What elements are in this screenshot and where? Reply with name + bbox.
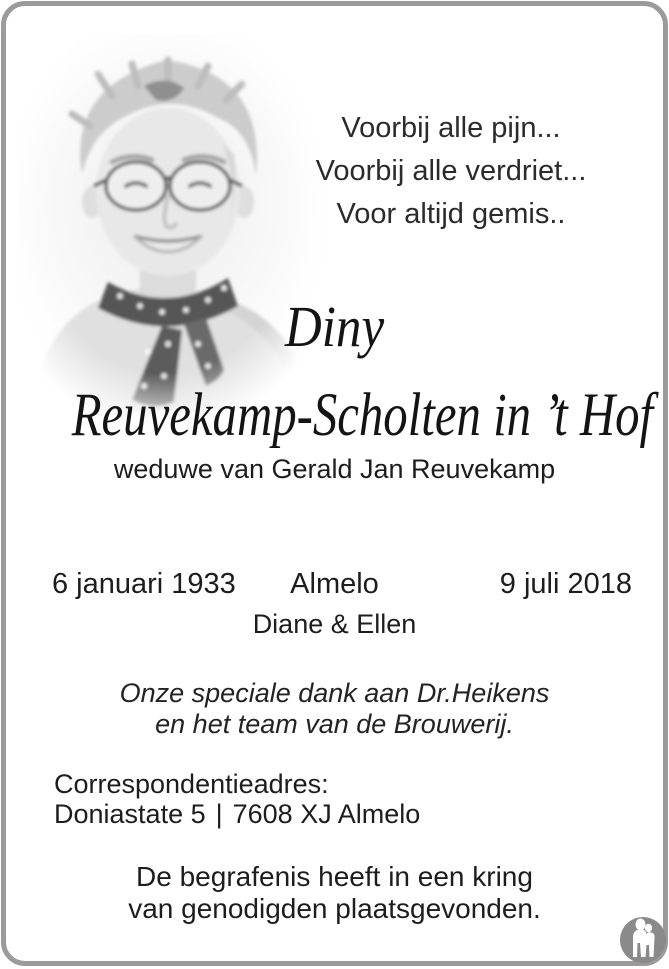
relation-line: weduwe van Gerald Jan Reuvekamp (113, 454, 556, 484)
dates-row (6, 562, 663, 606)
deceased-family-name: Reuvekamp-Scholten in ’t Hof (71, 382, 654, 449)
thanks-line: en het team van de Brouwerij. (155, 709, 514, 739)
relatives-line: Diane & Ellen (252, 609, 417, 639)
address-separator: | (215, 799, 223, 829)
correspondence-address (54, 769, 420, 829)
postal-city: 7608 XJ Almelo (232, 799, 421, 829)
deceased-name (6, 290, 663, 468)
correspondence-value (54, 799, 420, 829)
thanks-line: Onze speciale dank aan Dr.Heikens (119, 678, 550, 708)
thanks-note (6, 678, 663, 740)
funeral-line: De begrafenis heeft in een kring (136, 861, 533, 892)
verse-line: Voorbij alle pijn... (341, 112, 561, 144)
place-name: Almelo (290, 568, 379, 600)
memorial-verse (284, 107, 618, 236)
deceased-first-name: Diny (284, 294, 385, 359)
death-date: 9 juli 2018 (499, 568, 632, 600)
obituary-card (1, 1, 668, 966)
memorial-figures-logo-icon (617, 911, 669, 965)
funeral-notice (6, 861, 663, 925)
street-address: Doniastate 5 (54, 799, 206, 829)
funeral-line: van genodigden plaatsgevonden. (128, 893, 541, 924)
verse-line: Voorbij alle verdriet... (315, 155, 587, 187)
birth-date: 6 januari 1933 (52, 568, 236, 600)
verse-line: Voor altijd gemis.. (336, 198, 566, 230)
correspondence-label: Correspondentieadres: (54, 769, 329, 799)
